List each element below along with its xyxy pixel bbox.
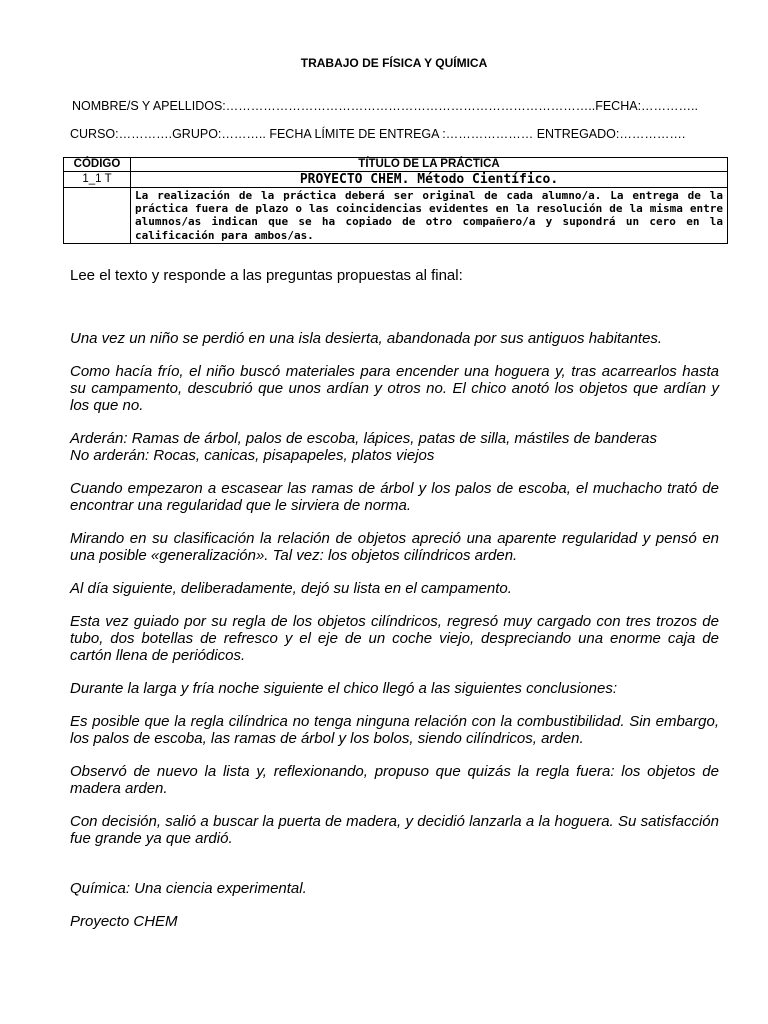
practice-code: 1_1 T [64, 172, 131, 188]
story-paragraph: Como hacía frío, el niño buscó materiales para encender una hoguera y, tras acarrearlos hasta su campamento, descubrió que unos ardían y otros no. El chico anotó los objetos que ardían y los que no. [70, 363, 719, 414]
story-paragraph: Mirando en su clasificación la relación de objetos apreció una aparente regularidad y pensó en una posible «generalización». Tal vez: los objetos cilíndricos arden. [70, 530, 719, 564]
intro-text: Lee el texto y responde a las preguntas propuestas al final: [70, 267, 463, 284]
source-project: Proyecto CHEM [70, 913, 178, 930]
no-burn-list: No arderán: Rocas, canicas, pisapapeles, platos viejos [70, 447, 435, 464]
code-header: CÓDIGO [64, 158, 131, 172]
source-line: Química: Una ciencia experimental. [70, 880, 307, 897]
story-paragraph: Es posible que la regla cilíndrica no tenga ninguna relación con la combustibilidad. Sin embargo, los palos de escoba, las ramas de árbol y los bolos, siendo cilíndricos, arden. [70, 713, 719, 747]
story-paragraph: Con decisión, salió a buscar la puerta de madera, y decidió lanzarla a la hoguera. Su satisfacción fue grande ya que ardió. [70, 813, 719, 847]
document-title: TRABAJO DE FÍSICA Y QUÍMICA [300, 56, 488, 70]
story-paragraph: Al día siguiente, deliberadamente, dejó su lista en el campamento. [70, 580, 512, 597]
story-paragraph: Cuando empezaron a escasear las ramas de árbol y los palos de escoba, el muchacho trató de encontrar una regularidad que le sirviera de norma. [70, 480, 719, 514]
practice-title: PROYECTO CHEM. Método Científico. [131, 172, 728, 188]
empty-cell [64, 188, 131, 244]
story-paragraph: Esta vez guiado por su regla de los objetos cilíndricos, regresó muy cargado con tres trozos de tubo, dos botellas de refresco y el eje de un coche viejo, despreciando una enorme caja de cartón llena de periódicos. [70, 613, 719, 664]
title-header: TÍTULO DE LA PRÁCTICA [131, 158, 728, 172]
story-paragraph: Observó de nuevo la lista y, reflexionando, propuso que quizás la regla fuera: los objetos de madera arden. [70, 763, 719, 797]
burn-list: Arderán: Ramas de árbol, palos de escoba, lápices, patas de silla, mástiles de banderas [70, 430, 657, 447]
name-date-line: NOMBRE/S Y APELLIDOS:……………………………………………………………………………..FECHA:………….. [72, 99, 698, 113]
story-paragraph: Durante la larga y fría noche siguiente el chico llegó a las siguientes conclusiones: [70, 680, 617, 697]
story-paragraph: Una vez un niño se perdió en una isla desierta, abandonada por sus antiguos habitantes. [70, 330, 663, 347]
course-group-line: CURSO:………….GRUPO:……….. FECHA LÍMITE DE ENTREGA :………………… ENTREGADO:……………. [70, 127, 686, 141]
story-paragraph [70, 430, 719, 464]
practice-table [63, 157, 728, 244]
originality-notice: La realización de la práctica deberá ser original de cada alumno/a. La entrega de la práctica fuera de plazo o las coincidencias evidentes en la resolución de la misma entre alumnos/as indican que se ha copiado de otro compañero/a y supondrá un cero en la calificación para ambos/as. [131, 188, 728, 244]
story-text [70, 330, 719, 946]
